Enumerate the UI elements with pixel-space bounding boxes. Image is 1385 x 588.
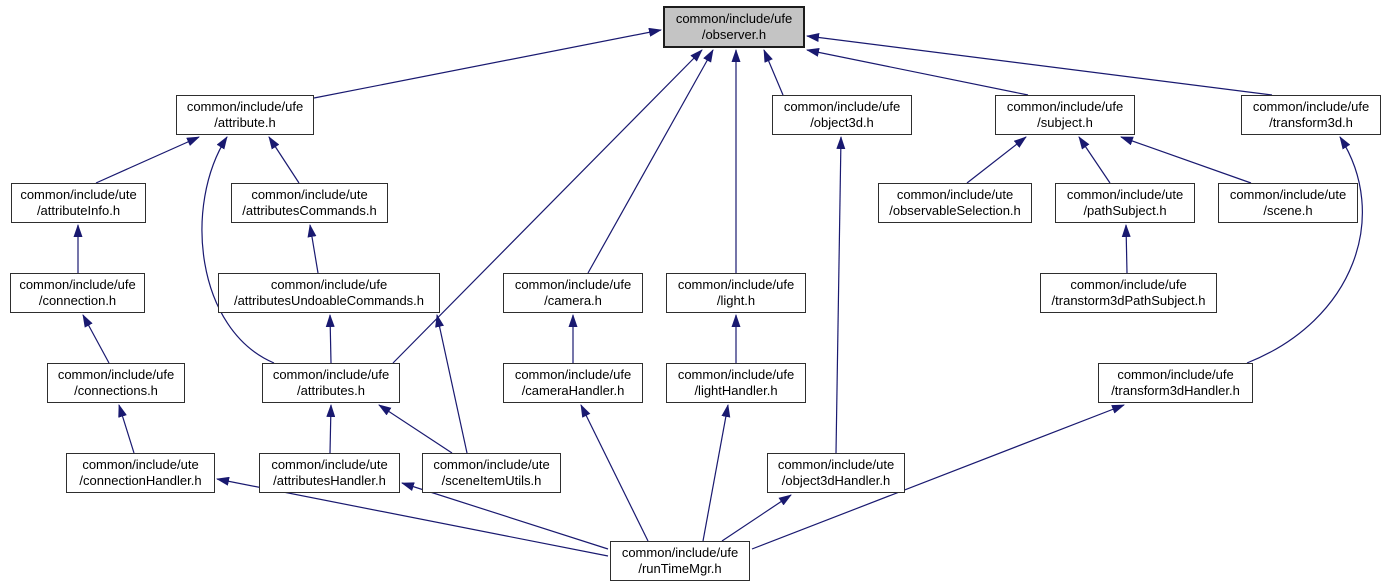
edge-attributes-to-observer [393,50,702,363]
node-transform3dHandler[interactable] [1098,363,1253,403]
node-label-line1: common/include/ufe [1117,367,1234,382]
node-label-line2: /light.h [716,293,756,308]
edge-connectionHandler-to-connections [119,405,134,453]
node-object3dHandler[interactable] [767,453,905,493]
edge-scene-to-subject [1121,137,1251,183]
edge-attributesHandler-to-attributes [330,405,331,453]
node-label-line2: /runTimeMgr.h [638,561,722,576]
node-label-line1: common/include/ufe [677,277,795,292]
node-label-line2: /attributes.h [297,383,365,398]
edge-attributes-to-attribute [202,137,274,363]
node-label-line2: /transform3d.h [1269,115,1353,130]
edge-transform3d-to-observer [807,36,1272,95]
node-label-line1: common/include/ufe [783,99,901,114]
node-label-line2: /object3dHandler.h [781,473,891,488]
node-attributeInfo[interactable] [11,183,146,223]
edge-object3d-to-observer [764,50,783,95]
edge-attributesUndoableCommands-to-attributesCommands [310,225,318,273]
node-label-line1: common/include/ufe [19,277,136,292]
node-label-line2: /connection.h [38,293,117,308]
node-label-line1: common/include/ufe [621,545,739,560]
node-label-line2: /attribute.h [214,115,276,130]
node-sceneItemUtils[interactable] [422,453,561,493]
node-label-line1: common/include/ute [271,457,388,472]
edge-sceneItemUtils-to-attributesUndoableCommands [437,315,467,453]
node-label-line1: common/include/ufe [1070,277,1187,292]
node-label-line1: common/include/ute [82,457,199,472]
node-label-line1: common/include/ufe [186,99,304,114]
node-light[interactable] [666,273,806,313]
node-label-line2: /cameraHandler.h [521,383,625,398]
node-label-line2: /connections.h [74,383,158,398]
edge-transform3dHandler-to-transform3d [1247,137,1362,363]
node-label-line1: common/include/ute [251,187,368,202]
node-label-line2: /observer.h [701,27,767,42]
node-object3d[interactable] [772,95,912,135]
node-label-line1: common/include/ufe [1006,99,1124,114]
node-label-line1: common/include/ufe [677,367,795,382]
node-label-line2: /sceneItemUtils.h [441,473,542,488]
node-label-line1: common/include/ufe [272,367,390,382]
node-label-line2: /connectionHandler.h [79,473,202,488]
node-subject[interactable] [995,95,1135,135]
edge-attribute-to-observer [314,30,661,98]
node-runTimeMgr[interactable] [610,541,750,581]
node-camera[interactable] [503,273,643,313]
node-scene[interactable] [1218,183,1358,223]
node-label-line2: /scene.h [1263,203,1313,218]
edge-runTimeMgr-to-cameraHandler [581,405,648,541]
node-transform3d[interactable] [1241,95,1381,135]
edge-transform3dPathSubject-to-pathSubject [1126,225,1127,273]
node-label-line1: common/include/ufe [1252,99,1370,114]
node-connectionHandler[interactable] [66,453,215,493]
node-label-line1: common/include/ufe [270,277,388,292]
edge-camera-to-observer [588,50,713,273]
node-observer [663,6,805,48]
node-attributes[interactable] [262,363,400,403]
node-connections[interactable] [47,363,185,403]
node-connection[interactable] [10,273,145,313]
node-label-line2: /attributesHandler.h [273,473,386,488]
edge-attributeInfo-to-attribute [96,137,199,183]
node-label-line2: /transform3dHandler.h [1111,383,1240,398]
edge-runTimeMgr-to-lightHandler [703,405,728,541]
node-label-line2: /lightHandler.h [694,383,778,398]
node-attribute[interactable] [176,95,314,135]
edge-observableSelection-to-subject [967,137,1026,183]
node-label-line2: /attributesCommands.h [242,203,377,218]
edge-pathSubject-to-subject [1079,137,1110,183]
edge-object3dHandler-to-object3d [836,137,841,453]
node-attributesHandler[interactable] [259,453,400,493]
node-lightHandler[interactable] [666,363,806,403]
node-label-line1: common/include/ute [777,457,895,472]
node-cameraHandler[interactable] [503,363,643,403]
edge-attributes-to-attributesUndoableCommands [330,315,331,363]
node-label-line2: /object3d.h [810,115,874,130]
node-label-line1: common/include/ute [20,187,137,202]
node-attributesUndoableCommands[interactable] [218,273,440,313]
edge-runTimeMgr-to-object3dHandler [722,495,791,541]
node-pathSubject[interactable] [1055,183,1195,223]
node-attributesCommands[interactable] [231,183,388,223]
edge-connections-to-connection [83,315,109,363]
node-label-line1: common/include/ute [1066,187,1184,202]
node-label-line2: /observableSelection.h [889,203,1021,218]
node-label-line2: /subject.h [1037,115,1093,130]
node-label-line1: common/include/ufe [514,367,632,382]
node-label-line2: /pathSubject.h [1083,203,1167,218]
node-label-line2: /attributeInfo.h [36,203,121,218]
edge-attributesCommands-to-attribute [269,137,299,183]
node-label-line1: common/include/ute [1229,187,1347,202]
node-transform3dPathSubject[interactable] [1040,273,1217,313]
node-label-line1: common/include/ute [433,457,550,472]
edge-subject-to-observer [807,50,1028,95]
node-label-line2: /camera.h [544,293,602,308]
node-label-line1: common/include/ute [896,187,1014,202]
node-label-line2: /attributesUndoableCommands.h [233,293,425,308]
node-label-line2: /transtorm3dPathSubject.h [1051,293,1206,308]
node-label-line1: common/include/ufe [57,367,175,382]
node-observableSelection[interactable] [878,183,1032,223]
node-label-line1: common/include/ufe [675,11,793,26]
node-label-line1: common/include/ufe [514,277,632,292]
edge-sceneItemUtils-to-attributes [379,405,452,453]
